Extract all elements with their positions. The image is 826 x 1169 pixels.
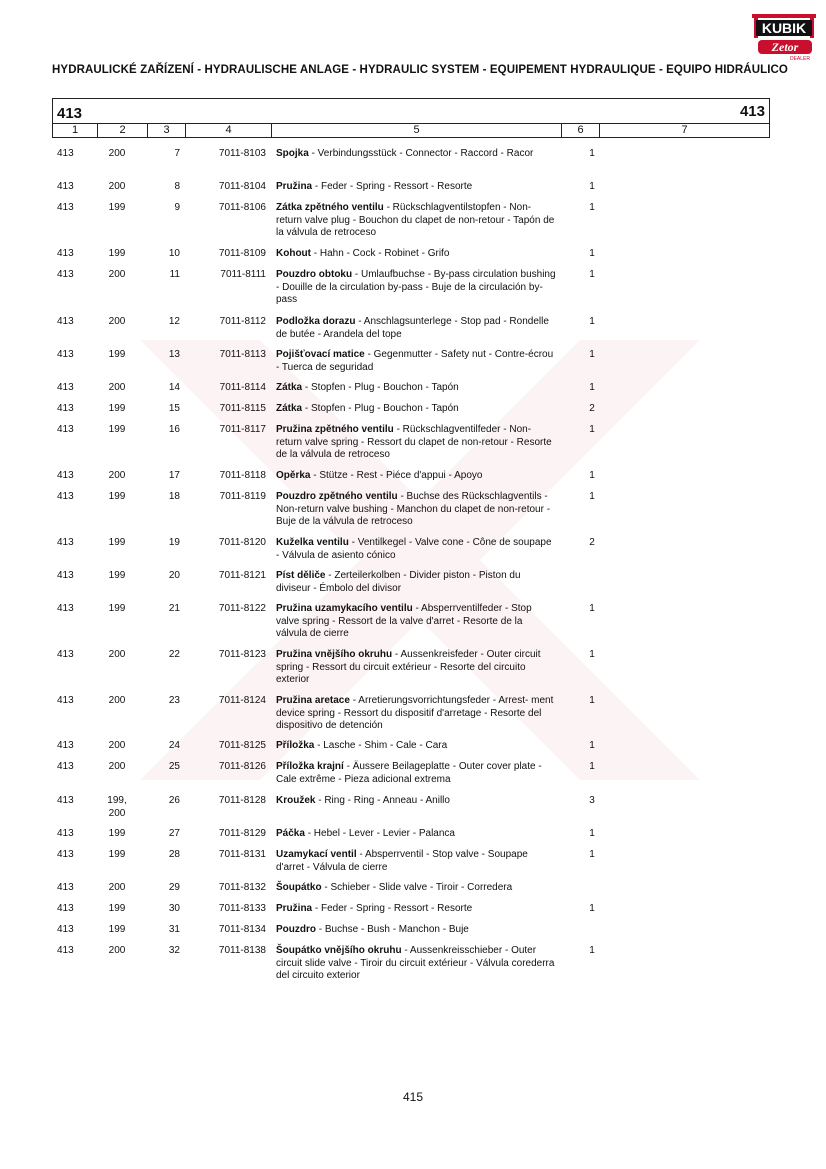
position-cell: 16: [168, 424, 180, 435]
position-cell: 25: [168, 761, 180, 772]
part-number-cell: 7011-8121: [218, 570, 266, 581]
description-cell: [276, 424, 556, 462]
description-cell: [276, 795, 556, 808]
position-cell: 23: [168, 695, 180, 706]
part-name-translations: - Absperrventil - Stop valve - Soupape d'arret - Válvula de cierre: [276, 849, 528, 873]
quantity-cell: 1: [589, 316, 595, 327]
description-cell: [276, 181, 556, 194]
part-name-cz: Spojka: [276, 148, 309, 159]
part-name-cz: Pojišťovací matice: [276, 349, 365, 360]
quantity-cell: 1: [589, 849, 595, 860]
description-cell: [276, 761, 556, 786]
part-name-translations: - Arretierungsvorrichtungsfeder - Arrest- ment device spring - Ressort du dispositif d'arretage - Resorte del dispositivo de detención: [276, 695, 554, 731]
part-name-translations: - Hebel - Lever - Levier - Palanca: [304, 828, 455, 839]
group-cell: 413: [57, 849, 74, 860]
position-cell: 7: [174, 148, 180, 159]
description-cell: [276, 882, 556, 895]
figure-cell: 199, 200: [107, 795, 127, 819]
quantity-cell: 1: [589, 470, 595, 481]
part-name-cz: Pružina aretace: [276, 695, 350, 706]
part-name-cz: Pouzdro obtoku: [276, 269, 353, 280]
part-name-cz: Pouzdro zpětného ventilu: [276, 491, 398, 502]
description-cell: [276, 903, 556, 916]
part-name-translations: - Umlaufbuchse - By-pass circulation bushing - Douille de la circulation by-pass - Buje de la circulación by-pass: [276, 269, 556, 305]
part-name-translations: - Rückschlagventilfeder - Non-return valve spring - Ressort du clapet de non-retour - Resorte de la válvula de retroceso: [276, 424, 552, 460]
part-number-cell: 7011-8124: [218, 695, 266, 706]
group-cell: 413: [57, 761, 74, 772]
part-number-cell: 7011-8133: [218, 903, 266, 914]
description-cell: [276, 248, 556, 261]
description-cell: [276, 603, 556, 641]
part-number-cell: 7011-8131: [218, 849, 266, 860]
part-number-cell: 7011-8134: [218, 924, 266, 935]
figure-cell: 199: [108, 924, 126, 935]
part-name-cz: Pružina: [276, 181, 313, 192]
figure-cell: 199: [108, 828, 126, 839]
group-cell: 413: [57, 470, 74, 481]
group-cell: 413: [57, 269, 74, 280]
description-cell: [276, 924, 556, 937]
figure-cell: 199: [108, 491, 126, 502]
figure-cell: 199: [108, 202, 126, 213]
position-cell: 9: [174, 202, 180, 213]
position-cell: 14: [168, 382, 180, 393]
position-cell: 28: [168, 849, 180, 860]
figure-cell: 200: [108, 148, 126, 159]
position-cell: 8: [174, 181, 180, 192]
part-name-translations: - Aussenkreisfeder - Outer circuit spring - Ressort du circuit extérieur - Resorte del circuito exterior: [276, 649, 541, 685]
figure-cell: 200: [108, 740, 126, 751]
group-cell: 413: [57, 491, 74, 502]
group-cell: 413: [57, 570, 74, 581]
part-name-cz: Podložka dorazu: [276, 316, 356, 327]
part-number-cell: 7011-8115: [219, 403, 266, 414]
part-number-cell: 7011-8122: [218, 603, 266, 614]
figure-cell: 200: [108, 649, 126, 660]
part-number-cell: 7011-8109: [218, 248, 266, 259]
position-cell: 11: [169, 269, 180, 280]
group-cell: 413: [57, 148, 74, 159]
position-cell: 31: [168, 924, 180, 935]
part-name-cz: Šoupátko vnějšího okruhu: [276, 945, 402, 956]
figure-cell: 199: [108, 903, 126, 914]
part-name-translations: - Lasche - Shim - Cale - Cara: [314, 740, 448, 751]
part-number-cell: 7011-8111: [220, 269, 266, 280]
figure-cell: 199: [108, 603, 126, 614]
group-cell: 413: [57, 424, 74, 435]
part-number-cell: 7011-8103: [218, 148, 266, 159]
part-number-cell: 7011-8118: [219, 470, 266, 481]
part-number-cell: 7011-8126: [218, 761, 266, 772]
figure-cell: 199: [108, 537, 126, 548]
quantity-cell: 1: [589, 695, 595, 706]
group-cell: 413: [57, 945, 74, 956]
part-name-translations: - Stopfen - Plug - Bouchon - Tapón: [302, 403, 459, 414]
position-cell: 20: [168, 570, 180, 581]
part-name-cz: Kuželka ventilu: [276, 537, 349, 548]
part-name-translations: - Verbindungsstück - Connector - Raccord - Racor: [308, 148, 534, 159]
figure-cell: 199: [108, 570, 126, 581]
logo-top-text: KUBIK: [761, 20, 807, 36]
part-number-cell: 7011-8138: [218, 945, 266, 956]
quantity-cell: 1: [589, 202, 595, 213]
group-number-left: 413: [57, 105, 83, 122]
figure-cell: 199: [108, 349, 126, 360]
part-name-translations: - Anschlagsunterlege - Stop pad - Rondelle de butée - Arandela del tope: [276, 316, 549, 340]
group-cell: 413: [57, 537, 74, 548]
group-cell: 413: [57, 316, 74, 327]
quantity-cell: 1: [589, 181, 595, 192]
part-name-translations: - Äussere Beilageplatte - Outer cover plate - Cale extrême - Pieza adicional extrema: [276, 761, 542, 785]
part-number-cell: 7011-8132: [218, 882, 266, 893]
quantity-cell: 1: [589, 903, 595, 914]
position-cell: 24: [168, 740, 180, 751]
column-header: 7: [599, 124, 769, 138]
position-cell: 12: [168, 316, 180, 327]
part-name-cz: Píst děliče: [276, 570, 326, 581]
part-name-translations: - Zerteilerkolben - Divider piston - Piston du diviseur - Émbolo del divisor: [276, 570, 521, 594]
part-name-translations: - Stopfen - Plug - Bouchon - Tapón: [302, 382, 459, 393]
position-cell: 19: [168, 537, 180, 548]
part-name-translations: - Gegenmutter - Safety nut - Contre-écrou - Tuerca de seguridad: [276, 349, 554, 373]
position-cell: 26: [168, 795, 180, 806]
part-name-cz: Opěrka: [276, 470, 311, 481]
part-name-cz: Příložka: [276, 740, 315, 751]
part-number-cell: 7011-8129: [218, 828, 266, 839]
part-name-cz: Páčka: [276, 828, 305, 839]
description-cell: [276, 828, 556, 841]
part-name-translations: - Hahn - Cock - Robinet - Grifo: [311, 248, 450, 259]
part-name-cz: Zátka: [276, 382, 303, 393]
description-cell: [276, 695, 556, 733]
figure-cell: 200: [108, 945, 126, 956]
figure-cell: 200: [108, 316, 126, 327]
quantity-cell: 1: [589, 491, 595, 502]
part-number-cell: 7011-8123: [218, 649, 266, 660]
part-name-cz: Pružina vnějšího okruhu: [276, 649, 393, 660]
part-name-cz: Šoupátko: [276, 882, 322, 893]
description-cell: [276, 570, 556, 595]
part-name-cz: Zátka: [276, 403, 303, 414]
logo-sub-text: DEALER: [789, 56, 811, 62]
figure-cell: 200: [108, 269, 126, 280]
quantity-cell: 3: [589, 795, 595, 806]
group-cell: 413: [57, 649, 74, 660]
part-name-translations: - Ring - Ring - Anneau - Anillo: [315, 795, 450, 806]
position-cell: 18: [168, 491, 180, 502]
column-header: 5: [271, 124, 561, 138]
description-cell: [276, 148, 556, 161]
column-header: 4: [185, 124, 271, 138]
group-cell: 413: [57, 828, 74, 839]
part-number-cell: 7011-8125: [218, 740, 266, 751]
part-name-cz: Pružina uzamykacího ventilu: [276, 603, 413, 614]
part-number-cell: 7011-8106: [218, 202, 266, 213]
part-name-translations: - Schieber - Slide valve - Tiroir - Corredera: [321, 882, 513, 893]
description-cell: [276, 269, 556, 307]
part-name-translations: - Feder - Spring - Ressort - Resorte: [312, 903, 473, 914]
group-cell: 413: [57, 382, 74, 393]
part-name-translations: - Buchse des Rückschlagventils - Non-return valve bushing - Manchon du clapet de non-retour - Buje de la válvula de retroceso: [276, 491, 551, 527]
figure-cell: 199: [108, 403, 126, 414]
part-name-cz: Pružina: [276, 903, 313, 914]
page-title: HYDRAULICKÉ ZAŘÍZENÍ - HYDRAULISCHE ANLAGE - HYDRAULIC SYSTEM - EQUIPEMENT HYDRAULIQUE - EQUIPO HIDRÁULICO: [52, 64, 788, 76]
quantity-cell: 1: [589, 603, 595, 614]
description-cell: [276, 316, 556, 341]
description-cell: [276, 470, 556, 483]
group-header-box: [52, 98, 770, 138]
part-name-translations: - Ventilkegel - Valve cone - Cône de soupape - Válvula de asiento cónico: [276, 537, 552, 561]
description-cell: [276, 382, 556, 395]
column-header: 3: [147, 124, 185, 138]
part-name-translations: - Stütze - Rest - Piéce d'appui - Apoyo: [310, 470, 483, 481]
quantity-cell: 1: [589, 945, 595, 956]
quantity-cell: 1: [589, 148, 595, 159]
quantity-cell: 1: [589, 269, 595, 280]
part-name-cz: Kroužek: [276, 795, 316, 806]
part-name-translations: - Rückschlagventilstopfen - Non-return valve plug - Bouchon du clapet de non-retour - Tapón de la válvula de retroceso: [276, 202, 555, 238]
quantity-cell: 1: [589, 828, 595, 839]
part-number-cell: 7011-8120: [218, 537, 266, 548]
position-cell: 15: [168, 403, 180, 414]
part-name-cz: Pružina zpětného ventilu: [276, 424, 394, 435]
column-header: 2: [97, 124, 147, 138]
quantity-cell: 1: [589, 424, 595, 435]
part-name-translations: - Aussenkreisschieber - Outer circuit slide valve - Tiroir du circuit extérieur - Válvula corederra del circuito exterior: [276, 945, 555, 981]
description-cell: [276, 849, 556, 874]
page-number: 415: [402, 1090, 424, 1104]
description-cell: [276, 202, 556, 240]
logo-bottom-text: Zetor: [771, 40, 799, 54]
part-number-cell: 7011-8114: [219, 382, 266, 393]
quantity-cell: 1: [589, 740, 595, 751]
description-cell: [276, 349, 556, 374]
figure-cell: 200: [108, 382, 126, 393]
group-cell: 413: [57, 349, 74, 360]
description-cell: [276, 537, 556, 562]
part-number-cell: 7011-8119: [219, 491, 266, 502]
group-cell: 413: [57, 924, 74, 935]
figure-cell: 200: [108, 181, 126, 192]
figure-cell: 199: [108, 849, 126, 860]
quantity-cell: 1: [589, 649, 595, 660]
position-cell: 32: [168, 945, 180, 956]
position-cell: 17: [168, 470, 180, 481]
column-header: 6: [561, 124, 599, 138]
part-name-cz: Uzamykací ventil: [276, 849, 357, 860]
group-cell: 413: [57, 882, 74, 893]
kubik-zetor-logo: [752, 12, 816, 62]
column-header: 1: [71, 124, 79, 136]
figure-cell: 200: [108, 695, 126, 706]
quantity-cell: 1: [589, 349, 595, 360]
figure-cell: 200: [108, 882, 126, 893]
description-cell: [276, 491, 556, 529]
group-cell: 413: [57, 795, 74, 806]
part-name-translations: - Absperrventilfeder - Stop valve spring - Ressort de la valve d'arret - Resorte de la válvula de cierre: [276, 603, 532, 639]
group-cell: 413: [57, 740, 74, 751]
description-cell: [276, 945, 556, 983]
part-name-translations: - Buchse - Bush - Manchon - Buje: [316, 924, 469, 935]
part-name-cz: Kohout: [276, 248, 311, 259]
part-number-cell: 7011-8104: [218, 181, 266, 192]
group-cell: 413: [57, 603, 74, 614]
part-number-cell: 7011-8112: [219, 316, 266, 327]
group-cell: 413: [57, 903, 74, 914]
part-name-cz: Zátka zpětného ventilu: [276, 202, 384, 213]
quantity-cell: 2: [589, 403, 595, 414]
column-header-row: [53, 123, 769, 138]
position-cell: 22: [168, 649, 180, 660]
figure-cell: 199: [108, 424, 126, 435]
figure-cell: 200: [108, 470, 126, 481]
group-number-right: 413: [739, 103, 765, 120]
figure-cell: 200: [108, 761, 126, 772]
description-cell: [276, 740, 556, 753]
part-number-cell: 7011-8128: [218, 795, 266, 806]
position-cell: 27: [168, 828, 180, 839]
position-cell: 10: [168, 248, 180, 259]
description-cell: [276, 649, 556, 687]
position-cell: 21: [168, 603, 180, 614]
part-number-cell: 7011-8117: [219, 424, 266, 435]
position-cell: 30: [168, 903, 180, 914]
group-cell: 413: [57, 248, 74, 259]
quantity-cell: 2: [589, 537, 595, 548]
group-cell: 413: [57, 181, 74, 192]
figure-cell: 199: [108, 248, 126, 259]
position-cell: 29: [168, 882, 180, 893]
group-cell: 413: [57, 202, 74, 213]
group-cell: 413: [57, 695, 74, 706]
quantity-cell: 1: [589, 248, 595, 259]
quantity-cell: 1: [589, 761, 595, 772]
part-name-cz: Příložka krajní: [276, 761, 344, 772]
part-number-cell: 7011-8113: [219, 349, 266, 360]
part-name-translations: - Feder - Spring - Ressort - Resorte: [312, 181, 473, 192]
quantity-cell: 1: [589, 382, 595, 393]
position-cell: 13: [168, 349, 180, 360]
group-cell: 413: [57, 403, 74, 414]
description-cell: [276, 403, 556, 416]
part-name-cz: Pouzdro: [276, 924, 316, 935]
